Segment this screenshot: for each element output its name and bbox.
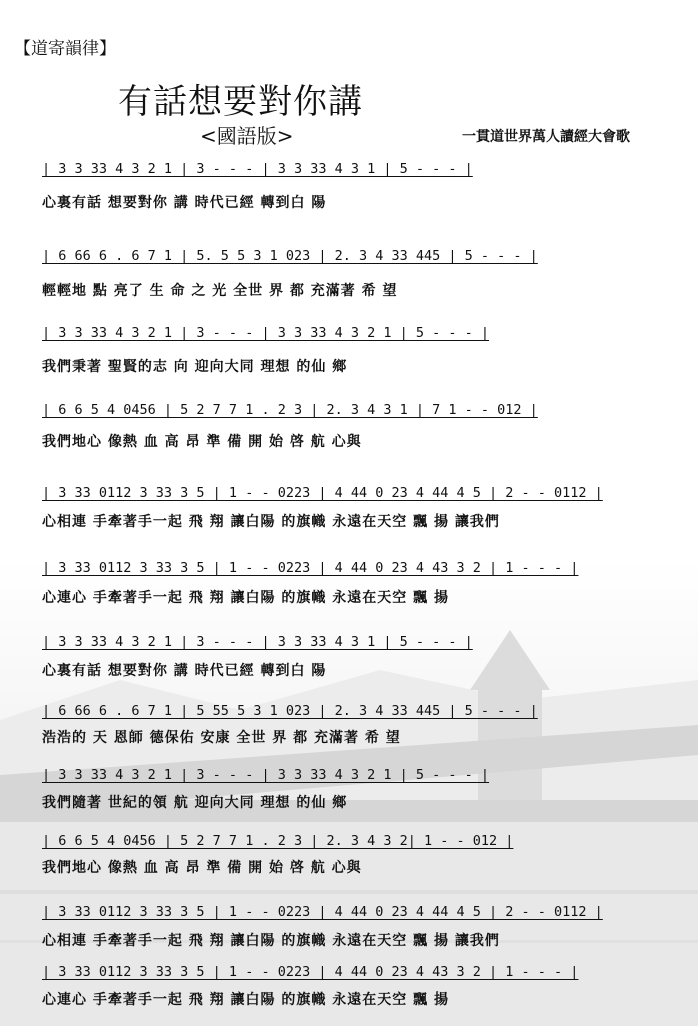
notation-line: | 3 33 0112 3 33 3 5 | 1 - - 0223 | 4 44 0 23 4 44 4 5 | 2 - - 0112 | xyxy=(42,904,603,920)
lyrics-line: 心相連 手牽著手一起 飛 翔 讓白陽 的旗幟 永遠在天空 飄 揚 讓我們 xyxy=(42,514,500,530)
lyrics-line: 我們地心 像熱 血 高 昂 準 備 開 始 啓 航 心與 xyxy=(42,434,362,450)
notation-line: | 6 6 5 4 0456 | 5 2 7 7 1 . 2 3 | 2. 3 4 3 1 | 7 1 - - 012 | xyxy=(42,402,538,418)
notation-line: | 3 33 0112 3 33 3 5 | 1 - - 0223 | 4 44 0 23 4 43 3 2 | 1 - - - | xyxy=(42,964,579,980)
category-tag: 【道寄韻律】 xyxy=(14,39,116,59)
song-title: 有話想要對你講 xyxy=(118,82,363,122)
lyrics-line: 我們秉著 聖賢的志 向 迎向大同 理想 的仙 鄉 xyxy=(42,359,348,375)
lyrics-line: 心連心 手牽著手一起 飛 翔 讓白陽 的旗幟 永遠在天空 飄 揚 xyxy=(42,590,449,606)
notation-line: | 3 3 33 4 3 2 1 | 3 - - - | 3 3 33 4 3 1 | 5 - - - | xyxy=(42,634,473,650)
notation-line: | 3 33 0112 3 33 3 5 | 1 - - 0223 | 4 44 0 23 4 43 3 2 | 1 - - - | xyxy=(42,560,579,576)
notation-line: | 3 3 33 4 3 2 1 | 3 - - - | 3 3 33 4 3 1 | 5 - - - | xyxy=(42,161,473,177)
notation-line: | 3 33 0112 3 33 3 5 | 1 - - 0223 | 4 44 0 23 4 44 4 5 | 2 - - 0112 | xyxy=(42,485,603,501)
notation-line: | 3 3 33 4 3 2 1 | 3 - - - | 3 3 33 4 3 2 1 | 5 - - - | xyxy=(42,325,490,341)
lyrics-line: 浩浩的 天 恩師 德保佑 安康 全世 界 都 充滿著 希 望 xyxy=(42,730,401,746)
notation-line: | 3 3 33 4 3 2 1 | 3 - - - | 3 3 33 4 3 2 1 | 5 - - - | xyxy=(42,767,490,783)
lyrics-line: 心相連 手牽著手一起 飛 翔 讓白陽 的旗幟 永遠在天空 飄 揚 讓我們 xyxy=(42,933,500,949)
lyrics-line: 我們地心 像熱 血 高 昂 準 備 開 始 啓 航 心與 xyxy=(42,860,362,876)
organization-credit: 一貫道世界萬人讀經大會歌 xyxy=(462,129,630,145)
notation-line: | 6 66 6 . 6 7 1 | 5 55 5 3 1 023 | 2. 3 4 33 445 | 5 - - - | xyxy=(42,703,538,719)
lyrics-line: 我們隨著 世紀的領 航 迎向大同 理想 的仙 鄉 xyxy=(42,795,348,811)
version-subtitle: <國語版> xyxy=(200,124,294,148)
lyrics-line: 心裏有話 想要對你 講 時代已經 轉到白 陽 xyxy=(42,195,327,211)
lyrics-line: 輕輕地 點 亮了 生 命 之 光 全世 界 都 充滿著 希 望 xyxy=(42,283,398,299)
lyrics-line: 心連心 手牽著手一起 飛 翔 讓白陽 的旗幟 永遠在天空 飄 揚 xyxy=(42,992,449,1008)
notation-line: | 6 6 5 4 0456 | 5 2 7 7 1 . 2 3 | 2. 3 4 3 2| 1 - - 012 | xyxy=(42,833,514,849)
lyrics-line: 心裏有話 想要對你 講 時代已經 轉到白 陽 xyxy=(42,663,327,679)
notation-line: | 6 66 6 . 6 7 1 | 5. 5 5 3 1 023 | 2. 3 4 33 445 | 5 - - - | xyxy=(42,248,538,264)
